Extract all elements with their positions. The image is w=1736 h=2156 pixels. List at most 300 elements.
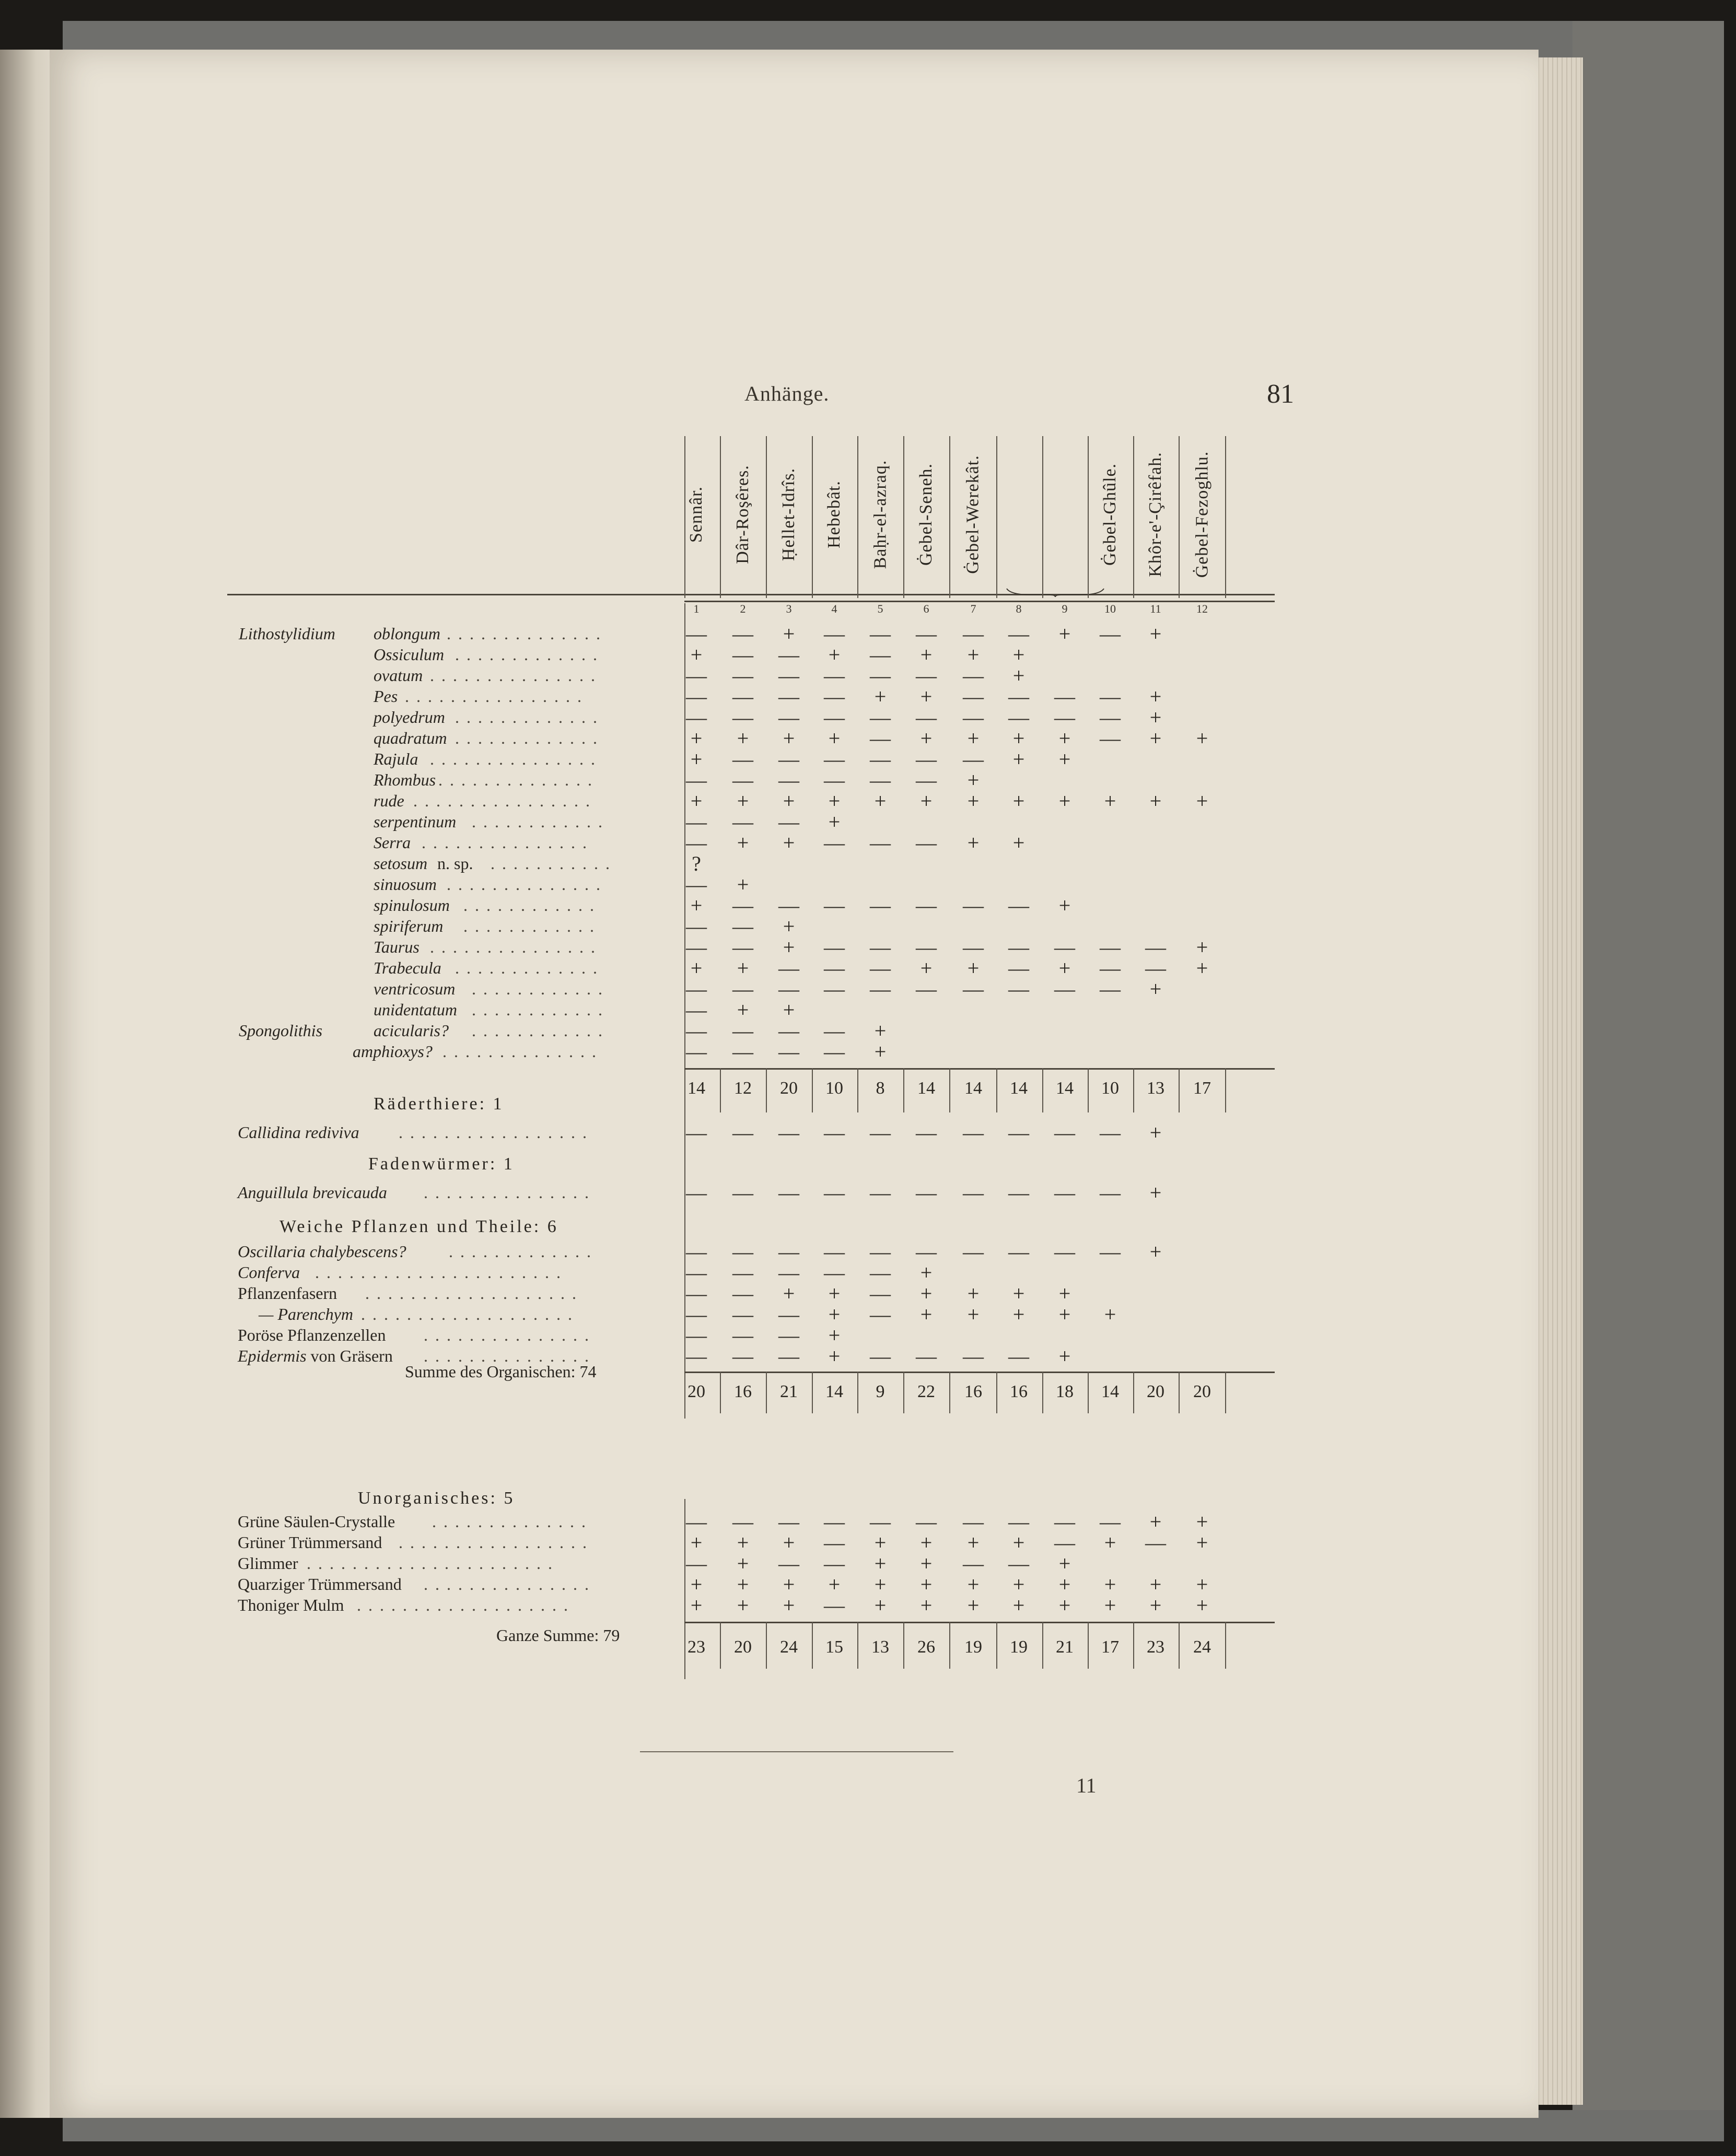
column-sum: 20 (780, 1079, 798, 1098)
column-sum: 17 (1193, 1079, 1211, 1098)
table-cell: + (1104, 789, 1116, 813)
sum-column-rule (1225, 1068, 1226, 1112)
leader-dots: ........... (491, 854, 617, 873)
table-cell: — (732, 915, 753, 938)
column-header-label: Ḥellet-Idrîs. (779, 467, 798, 561)
row-label-text: Grüne Säulen-Crystalle (238, 1512, 395, 1531)
table-cell: — (870, 622, 891, 646)
sum-column-rule (766, 1622, 767, 1669)
table-cell: — (1054, 1240, 1075, 1263)
header-column-rule (766, 436, 767, 598)
table-cell: — (686, 768, 707, 792)
table-cell: + (1012, 1531, 1025, 1554)
table-cell: + (690, 1593, 703, 1617)
table-cell: — (732, 1019, 753, 1042)
species-label: acicularis? (374, 1021, 449, 1040)
table-cell: — (686, 810, 707, 834)
table-cell: + (690, 1531, 703, 1554)
sum-rule (684, 1068, 1275, 1070)
table-cell: + (967, 1573, 980, 1596)
column-header-label: Ġebel-Fezoghlu. (1192, 451, 1212, 578)
table-cell: + (1104, 1573, 1116, 1596)
sum-label: Ganze Summe: 79 (496, 1626, 620, 1645)
column-header-label: Ġebel-Seneh. (916, 463, 936, 566)
leader-dots: ............ (472, 1000, 610, 1019)
table-cell: + (737, 789, 749, 813)
table-cell: — (732, 1282, 753, 1305)
table-cell: — (732, 685, 753, 708)
genus-label: Lithostylidium (239, 624, 335, 643)
table-cell: — (732, 747, 753, 771)
table-cell: — (1100, 956, 1121, 980)
book-page (50, 50, 1539, 2118)
table-cell: — (963, 706, 984, 729)
table-cell: — (1008, 956, 1029, 980)
table-cell: — (686, 915, 707, 938)
table-cell: + (690, 956, 703, 980)
table-cell: — (1145, 1531, 1166, 1554)
column-header (916, 436, 937, 593)
leader-dots: ............. (449, 1242, 598, 1261)
table-cell: — (686, 685, 707, 708)
column-sum: 14 (1010, 1079, 1028, 1098)
table-cell: + (1149, 789, 1162, 813)
table-cell: — (870, 831, 891, 854)
table-cell: — (824, 1593, 845, 1617)
table-cell: + (1058, 1344, 1071, 1368)
table-cell: + (1104, 1593, 1116, 1617)
table-cell: — (1100, 685, 1121, 708)
table-cell: + (690, 727, 703, 750)
table-cell: + (1012, 1282, 1025, 1305)
table-cell: — (916, 1240, 937, 1263)
column-header (1054, 436, 1075, 593)
table-cell: — (778, 1040, 799, 1063)
table-cell: — (824, 622, 845, 646)
table-cell: + (1058, 1593, 1071, 1617)
table-cell: — (778, 1323, 799, 1347)
table-cell: — (778, 1019, 799, 1042)
sum-rule (684, 1622, 1275, 1623)
table-cell: + (690, 894, 703, 917)
table-cell: — (732, 1323, 753, 1347)
table-cell: + (828, 1303, 841, 1326)
species-label: sinuosum (374, 875, 437, 894)
leader-dots: ............... (430, 938, 602, 956)
table-cell: — (778, 664, 799, 687)
table-cell: + (1196, 1510, 1208, 1533)
column-sum: 20 (734, 1637, 752, 1657)
sum-column-rule (903, 1372, 904, 1413)
leader-dots: ...................... (315, 1263, 568, 1282)
table-cell: — (1008, 622, 1029, 646)
table-cell: + (967, 831, 980, 854)
table-cell: — (963, 894, 984, 917)
table-cell: — (686, 1510, 707, 1533)
species-label: amphioxys? (353, 1042, 433, 1061)
sum-column-rule (1225, 1372, 1226, 1413)
sum-column-rule (1042, 1372, 1043, 1413)
table-cell: — (963, 747, 984, 771)
column-sum: 17 (1101, 1637, 1119, 1657)
table-cell: + (967, 643, 980, 666)
column-sum: 16 (734, 1382, 752, 1401)
leader-dots: .............. (447, 624, 608, 643)
table-cell: + (920, 789, 933, 813)
table-cell: — (824, 977, 845, 1001)
table-cell: — (824, 664, 845, 687)
leader-dots: ............... (424, 1183, 596, 1202)
column-rule (684, 1099, 685, 1235)
table-cell: — (916, 1181, 937, 1204)
table-cell: — (686, 664, 707, 687)
table-cell: + (828, 643, 841, 666)
sum-column-rule (857, 1068, 858, 1112)
table-cell: + (690, 1573, 703, 1596)
table-cell: — (1054, 977, 1075, 1001)
header-column-rule (684, 436, 685, 598)
leader-dots: .............. (432, 1512, 593, 1531)
column-sum: 14 (688, 1079, 705, 1098)
table-cell: + (967, 1531, 980, 1554)
table-cell: + (1149, 685, 1162, 708)
table-cell: — (732, 643, 753, 666)
table-cell: + (1149, 977, 1162, 1001)
species-label: serpentinum (374, 812, 457, 831)
table-cell: + (783, 831, 795, 854)
table-cell: + (1058, 727, 1071, 750)
table-cell: — (824, 706, 845, 729)
column-number: 2 (740, 602, 746, 615)
leader-dots: ............... (424, 1326, 596, 1344)
table-cell: + (783, 998, 795, 1022)
table-cell: — (916, 622, 937, 646)
row-label (238, 1326, 386, 1345)
table-cell: + (967, 1593, 980, 1617)
leader-dots: ................... (365, 1284, 584, 1303)
table-cell: + (737, 1593, 749, 1617)
sum-column-rule (903, 1068, 904, 1112)
table-cell: — (824, 1531, 845, 1554)
column-sum: 26 (917, 1637, 935, 1657)
table-cell: — (824, 894, 845, 917)
table-cell: + (737, 1552, 749, 1575)
table-cell: — (1008, 1121, 1029, 1144)
table-cell: — (732, 977, 753, 1001)
row-label-text: Grüner Trümmersand (238, 1533, 382, 1552)
sum-column-rule (996, 1068, 997, 1112)
table-cell: + (783, 622, 795, 646)
table-cell: — (1008, 1552, 1029, 1575)
table-cell: + (783, 727, 795, 750)
table-cell: — (686, 1121, 707, 1144)
page-number: 81 (1267, 379, 1294, 409)
table-cell: — (870, 935, 891, 959)
table-cell: + (1058, 622, 1071, 646)
table-cell: — (916, 894, 937, 917)
section-title: Fadenwürmer: 1 (368, 1154, 515, 1174)
table-cell: — (732, 1121, 753, 1144)
table-cell: + (874, 1552, 887, 1575)
table-cell: + (1104, 1531, 1116, 1554)
table-cell: + (1058, 956, 1071, 980)
table-cell: + (1149, 1593, 1162, 1617)
table-cell: — (1100, 706, 1121, 729)
table-cell: — (963, 1181, 984, 1204)
sum-column-rule (1042, 1068, 1043, 1112)
leader-dots: ................... (357, 1596, 575, 1614)
table-cell: — (1054, 685, 1075, 708)
table-cell: — (778, 1121, 799, 1144)
leader-dots: ............... (424, 1346, 596, 1365)
column-sum: 23 (688, 1637, 705, 1657)
table-cell: + (920, 727, 933, 750)
table-cell: — (963, 1240, 984, 1263)
running-head: Anhänge. (744, 382, 830, 405)
sum-column-rule (1179, 1068, 1180, 1112)
column-header (1100, 436, 1121, 593)
table-cell: + (737, 1573, 749, 1596)
table-cell: — (686, 1181, 707, 1204)
leader-dots: ............... (424, 1575, 596, 1593)
table-cell: + (1196, 1573, 1208, 1596)
leader-dots: ............ (472, 812, 610, 831)
column-sum: 18 (1056, 1382, 1074, 1401)
table-cell: + (874, 685, 887, 708)
table-cell: + (783, 935, 795, 959)
table-cell: + (828, 1344, 841, 1368)
sum-column-rule (903, 1622, 904, 1669)
column-header-label: Ġebel-Werekât. (963, 455, 983, 574)
book-cover-right (1572, 21, 1724, 2126)
column-sum: 16 (1010, 1382, 1028, 1401)
table-cell: — (1100, 977, 1121, 1001)
table-cell: — (870, 643, 891, 666)
table-cell: — (1054, 935, 1075, 959)
table-cell: — (870, 664, 891, 687)
table-cell: — (778, 894, 799, 917)
table-cell: + (920, 1282, 933, 1305)
table-cell: + (1058, 747, 1071, 771)
row-label (238, 1554, 298, 1573)
table-cell: — (778, 1240, 799, 1263)
leader-dots: ............. (455, 729, 604, 747)
table-cell: — (963, 622, 984, 646)
sum-column-rule (812, 1372, 813, 1413)
table-cell: + (737, 873, 749, 896)
table-cell: — (1008, 935, 1029, 959)
table-cell: + (828, 727, 841, 750)
sum-column-rule (766, 1372, 767, 1413)
section-title: Weiche Pflanzen und Theile: 6 (279, 1217, 558, 1236)
table-cell: + (967, 956, 980, 980)
table-cell: — (1054, 1181, 1075, 1204)
table-cell: — (870, 1303, 891, 1326)
table-cell: — (870, 956, 891, 980)
table-cell: + (967, 1303, 980, 1326)
table-cell: + (1149, 622, 1162, 646)
table-cell: — (824, 1181, 845, 1204)
table-cell: — (732, 1261, 753, 1284)
table-cell: + (1149, 1573, 1162, 1596)
table-cell: — (916, 747, 937, 771)
leader-dots: .............. (442, 1042, 603, 1061)
table-cell: — (1054, 1510, 1075, 1533)
signature-number: 11 (1076, 1774, 1097, 1797)
header-column-rule (1133, 436, 1134, 598)
sum-label: Summe des Organischen: 74 (405, 1362, 597, 1381)
table-cell: — (870, 706, 891, 729)
column-sum: 14 (917, 1079, 935, 1098)
table-cell: — (870, 1181, 891, 1204)
species-label: Rajula (374, 749, 418, 768)
header-rule (227, 594, 1275, 595)
table-cell: — (963, 1552, 984, 1575)
column-sum: 20 (1147, 1382, 1164, 1401)
table-cell: — (1100, 727, 1121, 750)
table-cell: — (963, 1121, 984, 1144)
column-number: 8 (1016, 602, 1022, 615)
column-number: 3 (786, 602, 792, 615)
table-cell: + (737, 1531, 749, 1554)
column-header-label: Baḥr-el-azraq. (870, 460, 890, 569)
sum-column-rule (720, 1622, 721, 1669)
table-cell: — (1145, 956, 1166, 980)
leader-dots: ............... (430, 666, 602, 685)
table-cell: — (778, 706, 799, 729)
table-cell: — (963, 977, 984, 1001)
column-sum: 23 (1147, 1637, 1164, 1657)
table-cell: — (778, 1181, 799, 1204)
section-title: Räderthiere: 1 (374, 1094, 504, 1114)
leader-dots: ...................... (307, 1554, 560, 1573)
table-cell: — (870, 1282, 891, 1305)
table-cell: — (870, 727, 891, 750)
column-sum: 14 (964, 1079, 982, 1098)
species-label: setosum (374, 854, 428, 873)
table-cell: — (870, 1240, 891, 1263)
table-cell: + (967, 768, 980, 792)
table-cell: + (1012, 643, 1025, 666)
table-cell: — (1100, 1121, 1121, 1144)
row-label (259, 1305, 353, 1324)
leader-dots: ............ (472, 979, 610, 998)
table-cell: — (778, 1552, 799, 1575)
table-cell: + (737, 956, 749, 980)
table-cell: — (916, 768, 937, 792)
sum-column-rule (812, 1622, 813, 1669)
species-label: ovatum (374, 666, 423, 685)
table-cell: — (732, 1344, 753, 1368)
header-column-rule (812, 436, 813, 598)
table-cell: + (1012, 831, 1025, 854)
table-cell: — (1008, 685, 1029, 708)
table-cell: + (1149, 1510, 1162, 1533)
sum-column-rule (857, 1372, 858, 1413)
table-cell: — (870, 1261, 891, 1284)
species-label: ventricosum (374, 979, 456, 998)
row-label-text: Oscillaria chalybescens? (238, 1242, 406, 1261)
header-column-rule (949, 436, 950, 598)
table-cell: — (686, 977, 707, 1001)
leader-dots: ............ (463, 896, 601, 915)
leader-dots: ............. (455, 645, 604, 664)
species-label: Pes (374, 687, 398, 706)
species-extra: n. sp. (437, 854, 473, 873)
table-cell: — (824, 1240, 845, 1263)
column-header (686, 436, 707, 593)
leader-dots: ............ (463, 917, 601, 935)
sum-column-rule (1088, 1372, 1089, 1413)
row-label-text: Callidina rediviva (238, 1123, 359, 1142)
table-cell: + (920, 1593, 933, 1617)
genus-label: Spongolithis (239, 1021, 323, 1040)
header-column-rule (903, 436, 904, 598)
table-cell: + (828, 1323, 841, 1347)
sum-column-rule (949, 1068, 950, 1112)
table-cell: — (1054, 1121, 1075, 1144)
table-cell: — (824, 685, 845, 708)
row-label-text: Quarziger Trümmersand (238, 1575, 402, 1593)
table-cell: + (828, 1573, 841, 1596)
row-label-text: Anguillula brevicauda (238, 1183, 387, 1202)
table-cell: — (686, 706, 707, 729)
table-cell: + (874, 789, 887, 813)
table-cell: — (1008, 1344, 1029, 1368)
table-cell: + (1149, 1181, 1162, 1204)
sum-column-rule (1133, 1372, 1134, 1413)
column-header-label: Ġebel-Ghûle. (1100, 463, 1120, 566)
table-cell: — (732, 664, 753, 687)
table-cell: + (1149, 706, 1162, 729)
section-title: Unorganisches: 5 (358, 1489, 515, 1508)
row-label (238, 1533, 382, 1552)
table-cell: — (732, 622, 753, 646)
sum-column-rule (1133, 1622, 1134, 1669)
column-sum: 16 (964, 1382, 982, 1401)
table-cell: — (778, 1344, 799, 1368)
column-sum: 19 (1010, 1637, 1028, 1657)
table-cell: — (916, 706, 937, 729)
row-label-text: Pflanzenfasern (238, 1284, 337, 1303)
leader-dots: ............. (455, 958, 604, 977)
sum-column-rule (1133, 1068, 1134, 1112)
table-cell: + (690, 789, 703, 813)
table-cell: + (1012, 1303, 1025, 1326)
sum-column-rule (812, 1068, 813, 1112)
column-sum: 20 (1193, 1382, 1211, 1401)
column-group-brace (1006, 588, 1105, 598)
column-number: 11 (1150, 602, 1161, 615)
table-cell: — (870, 894, 891, 917)
table-cell: + (920, 685, 933, 708)
table-cell: — (732, 1240, 753, 1263)
column-sum: 13 (1147, 1079, 1164, 1098)
table-cell: + (1104, 1303, 1116, 1326)
table-cell: + (783, 1531, 795, 1554)
table-cell: + (1012, 1593, 1025, 1617)
column-sum: 20 (688, 1382, 705, 1401)
table-cell: — (686, 935, 707, 959)
table-cell: — (824, 956, 845, 980)
table-cell: + (783, 1282, 795, 1305)
column-header-label: Hebebât. (824, 481, 844, 548)
column-header-label: Dâr-Roşêres. (733, 465, 753, 564)
table-cell: — (963, 685, 984, 708)
sum-column-rule (1042, 1622, 1043, 1669)
table-cell: — (778, 810, 799, 834)
leader-dots: ................. (399, 1533, 594, 1552)
